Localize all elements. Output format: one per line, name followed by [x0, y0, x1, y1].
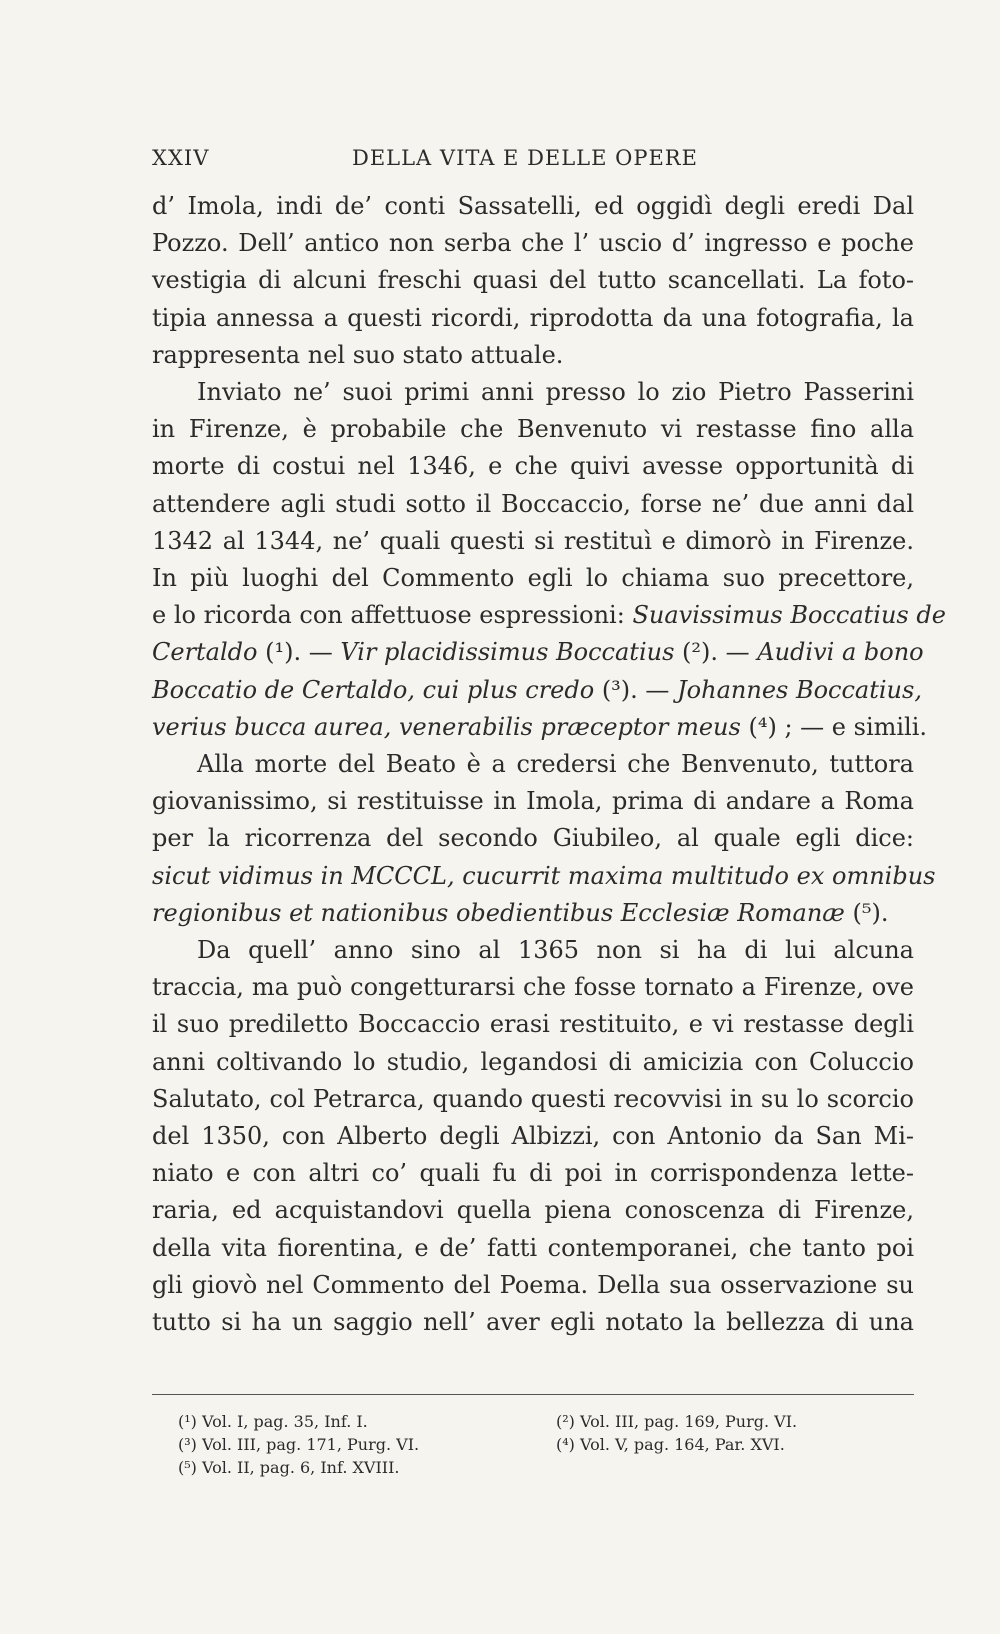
text-line: del 1350, con Alberto degli Albizzi, con Antonio da San Mi-: [152, 1122, 914, 1151]
footnote: (⁵) Vol. II, pag. 6, Inf. XVIII.: [178, 1458, 400, 1477]
text-line: il suo prediletto Boccaccio erasi restituito, e vi restasse degli: [152, 1010, 914, 1039]
footnote: (⁴) Vol. V, pag. 164, Par. XVI.: [556, 1435, 785, 1454]
latin-quote: Certaldo: [152, 638, 258, 667]
text-line: 1342 al 1344, ne’ quali questi si restituì e dimorò in Firenze.: [152, 526, 914, 555]
footnote-ref: (²). —: [674, 638, 758, 667]
text-line: gli giovò nel Commento del Poema. Della sua osservazione su: [152, 1270, 914, 1299]
text-line: anni coltivando lo studio, legandosi di amicizia con Coluccio: [152, 1047, 914, 1076]
text-line: [152, 597, 946, 634]
text-line: vestigia di alcuni freschi quasi del tutto scancellati. La foto-: [152, 266, 914, 295]
text-line: [152, 709, 928, 746]
text-line: [152, 634, 924, 671]
text-line: attendere agli studi sotto il Boccaccio, forse ne’ due anni dal: [152, 489, 914, 518]
text-line: [152, 895, 914, 932]
text-line: rappresenta nel suo stato attuale.: [152, 340, 564, 369]
page-number: XXIV: [152, 146, 210, 170]
latin-quote: verius bucca aurea, venerabilis præceptor meus: [152, 712, 741, 741]
text-line: della vita fiorentina, e de’ fatti contemporanei, che tanto poi: [152, 1233, 914, 1262]
text-line: tutto si ha un saggio nell’ aver egli notato la bellezza di una: [152, 1308, 914, 1337]
latin-quote: Suavissimus Boccatius de: [632, 601, 946, 630]
text-line: giovanissimo, si restituisse in Imola, prima di andare a Roma: [152, 787, 914, 816]
latin-quote: Vir placidissimus Boccatius: [340, 638, 675, 667]
text-line: d’ Imola, indi de’ conti Sassatelli, ed oggidì degli eredi Dal: [152, 192, 914, 220]
latin-quote: Audivi a bono: [757, 638, 924, 667]
footnote-ref: (⁵).: [844, 898, 889, 927]
footnote-divider: [152, 1394, 914, 1395]
footnote-ref: (¹). —: [257, 638, 341, 667]
footnote: (³) Vol. III, pag. 171, Purg. VI.: [178, 1435, 420, 1454]
latin-quote: regionibus et nationibus obedientibus Ecclesiæ Romanæ: [152, 898, 845, 927]
footnote-ref: (⁴) ; — e simili.: [740, 712, 928, 741]
latin-quote: Boccatio de Certaldo, cui plus credo: [152, 675, 595, 704]
text-line: [152, 672, 922, 709]
text-line: tipia annessa a questi ricordi, riprodotta da una fotografia, la: [152, 303, 914, 332]
text-line: in Firenze, è probabile che Benvenuto vi restasse fino alla: [152, 415, 914, 444]
body-text: [152, 188, 946, 1341]
text-run: e lo ricorda con affettuose espressioni:: [152, 601, 633, 630]
footnote: (²) Vol. III, pag. 169, Purg. VI.: [556, 1412, 798, 1431]
text-line: Da quell’ anno sino al 1365 non si ha di lui alcuna: [197, 936, 914, 965]
footnote-ref: (³). —: [594, 675, 678, 704]
text-line: Inviato ne’ suoi primi anni presso lo zio Pietro Passerini: [197, 378, 914, 407]
text-line: per la ricorrenza del secondo Giubileo, al quale egli dice:: [152, 824, 914, 853]
text-line: Salutato, col Petrarca, quando questi recovvisi in su lo scorcio: [152, 1084, 914, 1113]
text-line: niato e con altri co’ quali fu di poi in corrispondenza lette-: [152, 1159, 914, 1188]
latin-quote: Johannes Boccatius,: [677, 675, 922, 704]
text-line: sicut vidimus in MCCCL, cucurrit maxima multitudo ex omnibus: [152, 861, 936, 890]
running-title: DELLA VITA E DELLE OPERE: [352, 146, 698, 170]
text-line: raria, ed acquistandovi quella piena conoscenza di Firenze,: [152, 1196, 914, 1225]
text-line: Pozzo. Dell’ antico non serba che l’ uscio d’ ingresso e poche: [152, 229, 914, 258]
text-line: traccia, ma può congetturarsi che fosse tornato a Firenze, ove: [152, 973, 914, 1002]
footnote: (¹) Vol. I, pag. 35, Inf. I.: [178, 1412, 368, 1431]
text-line: Alla morte del Beato è a credersi che Benvenuto, tuttora: [197, 750, 914, 779]
text-line: morte di costui nel 1346, e che quivi avesse opportunità di: [152, 452, 914, 481]
text-line: In più luoghi del Commento egli lo chiama suo precettore,: [152, 564, 914, 593]
